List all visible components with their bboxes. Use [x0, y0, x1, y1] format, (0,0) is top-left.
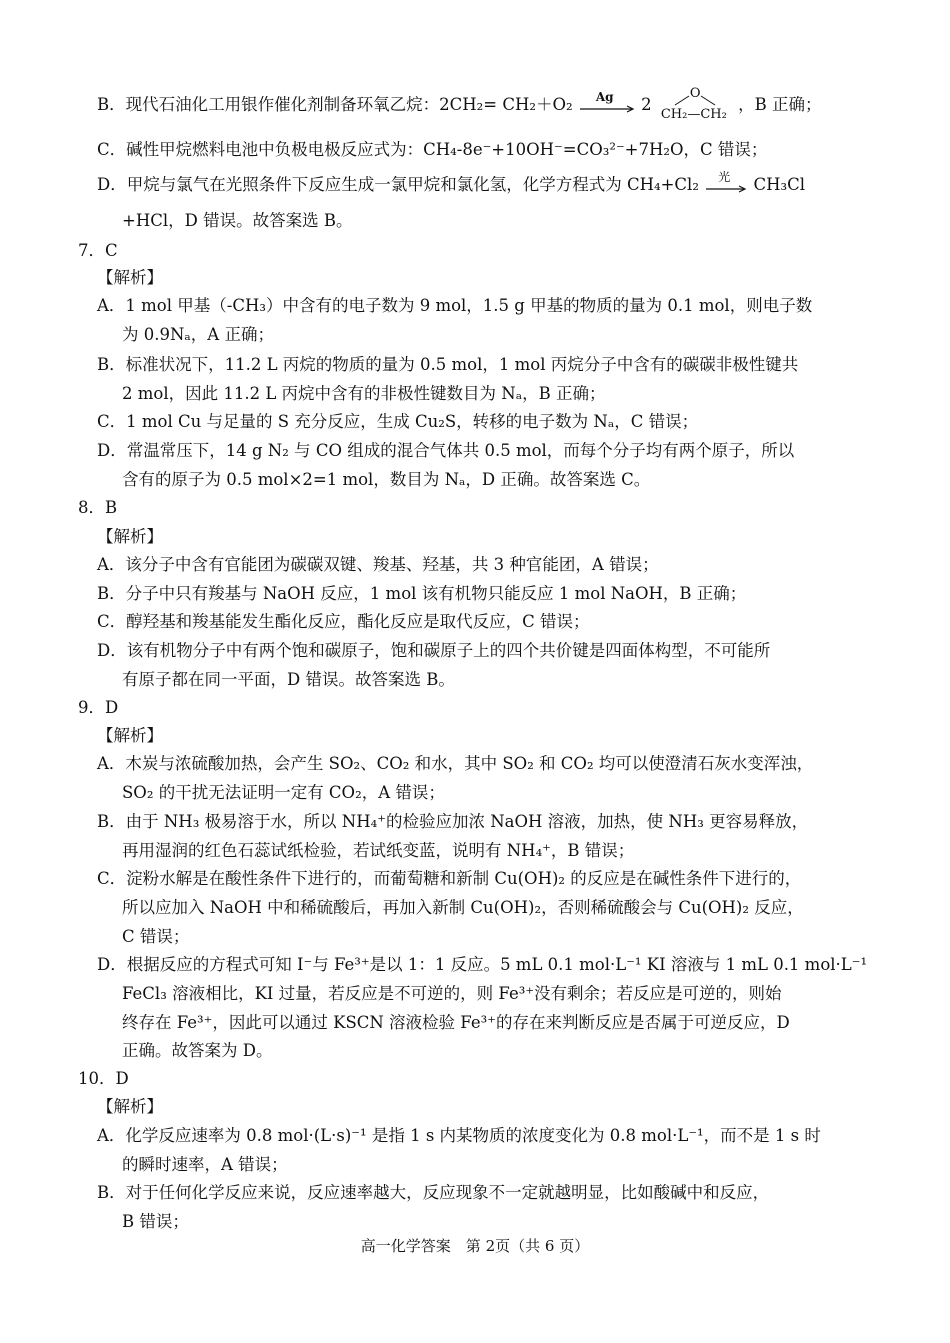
q6-d-text: D．甲烷与氯气在光照条件下反应生成一氯甲烷和氯化氢，化学方程式为 CH₄+Cl₂	[97, 175, 699, 194]
q6-option-c: C．碱性甲烷燃料电池中负极电极反应式为：CH₄-8e⁻+10OH⁻=CO₃²⁻+7H₂O，C 错误；	[97, 140, 768, 159]
q7-option-a-line2: 为 0.9Nₐ，A 正确；	[122, 325, 274, 344]
q9-option-b-line2: 再用湿润的红色石蕊试纸检验，若试纸变蓝，说明有 NH₄⁺，B 错误；	[122, 841, 635, 860]
epoxide-ring-carbons: CH₂—CH₂	[660, 106, 727, 122]
q9-option-d-line2: FeCl₃ 溶液相比，KI 过量，若反应是不可逆的，则 Fe³⁺没有剩余；若反应是可逆的，则始	[122, 984, 782, 1003]
q10-analysis-heading: 【解析】	[97, 1097, 163, 1116]
q10-option-a-line2: 的瞬时速率，A 错误；	[122, 1155, 288, 1174]
q6-b-text: B．现代石油化工用银作催化剂制备环氧乙烷：2CH₂= CH₂＋O₂	[97, 95, 573, 114]
q9-analysis-heading: 【解析】	[97, 726, 163, 745]
q6-b-verdict: ，B 正确；	[738, 95, 822, 114]
q9-option-d-line3: 终存在 Fe³⁺，因此可以通过 KSCN 溶液检验 Fe³⁺的存在来判断反应是否属于可逆反应，D	[122, 1013, 790, 1032]
q10-option-b-line1: B．对于任何化学反应来说，反应速率越大，反应现象不一定就越明显，比如酸碱中和反应，	[97, 1183, 770, 1202]
q6-option-b	[97, 85, 822, 122]
q7-option-d-line1: D．常温常压下，14 g N₂ 与 CO 组成的混合气体共 0.5 mol，而每个分子均有两个原子，所以	[97, 441, 795, 460]
q9-option-a-line1: A．木炭与浓硫酸加热，会产生 SO₂、CO₂ 和水，其中 SO₂ 和 CO₂ 均可以使澄清石灰水变浑浊，	[97, 754, 814, 773]
epoxide-oxygen: O	[689, 85, 701, 101]
q7-answer: 7．C	[78, 241, 118, 260]
q8-option-a: A．该分子中含有官能团为碳碳双键、羧基、羟基，共 3 种官能团，A 错误；	[97, 555, 659, 574]
catalyst-arrow	[578, 89, 636, 117]
q10-option-a-line1: A．化学反应速率为 0.8 mol·(L·s)⁻¹ 是指 1 s 内某物质的浓度变化为 0.8 mol·L⁻¹，而不是 1 s 时	[97, 1126, 821, 1145]
q6-d-product: CH₃Cl	[753, 175, 805, 194]
q9-option-d-line4: 正确。故答案为 D。	[122, 1041, 273, 1060]
q9-option-d-line1: D．根据反应的方程式可知 I⁻与 Fe³⁺是以 1：1 反应。5 mL 0.1 mol·L⁻¹ KI 溶液与 1 mL 0.1 mol·L⁻¹	[97, 955, 868, 974]
q9-option-c-line1: C．淀粉水解是在酸性条件下进行的，而葡萄糖和新制 Cu(OH)₂ 的反应是在碱性条件下进行的，	[97, 869, 802, 888]
light-label: 光	[718, 169, 731, 184]
q8-analysis-heading: 【解析】	[97, 527, 163, 546]
q8-answer: 8．B	[78, 498, 118, 517]
q8-option-d-line1: D．该有机物分子中有两个饱和碳原子，饱和碳原子上的四个共价键是四面体构型，不可能所	[97, 641, 771, 660]
q9-option-b-line1: B．由于 NH₃ 极易溶于水，所以 NH₄⁺的检验应加浓 NaOH 溶液，加热，使 NH₃ 更容易释放，	[97, 812, 809, 831]
q10-answer: 10．D	[78, 1069, 129, 1088]
q8-option-c: C．醇羟基和羧基能发生酯化反应，酯化反应是取代反应，C 错误；	[97, 612, 590, 631]
catalyst-label: Ag	[595, 89, 614, 104]
q6-option-d-line1	[97, 169, 805, 197]
q7-option-a-line1: A．1 mol 甲基（-CH₃）中含有的电子数为 9 mol，1.5 g 甲基的物质的量为 0.1 mol，则电子数	[97, 296, 813, 315]
q8-option-b: B．分子中只有羧基与 NaOH 反应，1 mol 该有机物只能反应 1 mol NaOH，B 正确；	[97, 584, 747, 603]
q10-option-b-line2: B 错误；	[122, 1212, 189, 1231]
q7-option-d-line2: 含有的原子为 0.5 mol×2=1 mol，数目为 Nₐ，D 正确。故答案选 C。	[122, 470, 651, 489]
q6-option-d-line2: +HCl，D 错误。故答案选 B。	[122, 211, 353, 230]
page-footer: 高一化学答案 第 2页（共 6 页）	[360, 1237, 590, 1255]
arrow-icon	[578, 95, 636, 117]
arrow-icon	[704, 175, 748, 197]
q7-analysis-heading: 【解析】	[97, 268, 163, 287]
q8-option-d-line2: 有原子都在同一平面，D 错误。故答案选 B。	[122, 670, 455, 689]
q7-option-b-line2: 2 mol，因此 11.2 L 丙烷中含有的非极性键数目为 Nₐ，B 正确；	[122, 384, 606, 403]
epoxide-coefficient: 2	[641, 95, 652, 114]
q9-option-c-line2: 所以应加入 NaOH 中和稀硫酸后，再加入新制 Cu(OH)₂，否则稀硫酸会与 Cu(OH)₂ 反应，	[122, 898, 804, 917]
epoxide-structure	[657, 85, 733, 122]
q9-option-a-line2: SO₂ 的干扰无法证明一定有 CO₂，A 错误；	[122, 783, 445, 802]
q7-option-c: C．1 mol Cu 与足量的 S 充分反应，生成 Cu₂S，转移的电子数为 Nₐ，C 错误；	[97, 412, 699, 431]
q9-option-c-line3: C 错误；	[122, 927, 190, 946]
q9-answer: 9．D	[78, 698, 119, 717]
q7-option-b-line1: B．标准状况下，11.2 L 丙烷的物质的量为 0.5 mol，1 mol 丙烷分子中含有的碳碳非极性键共	[97, 355, 799, 374]
light-arrow	[704, 169, 748, 197]
